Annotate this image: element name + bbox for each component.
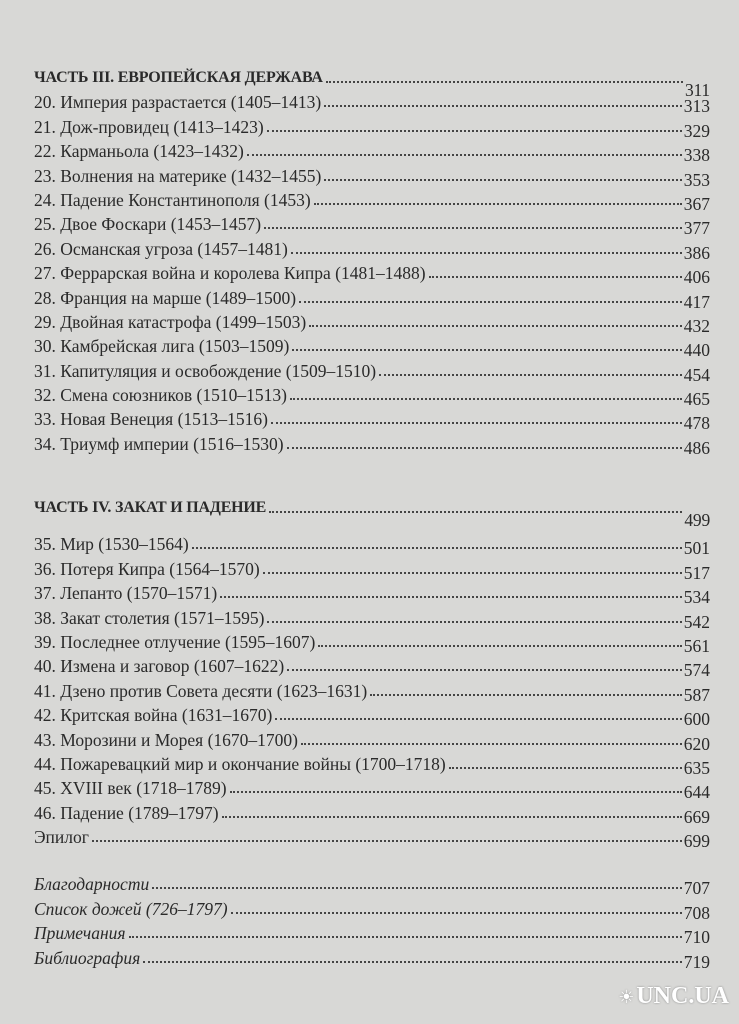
dot-leader bbox=[247, 154, 682, 156]
dot-leader bbox=[318, 645, 681, 647]
page-number: 311 bbox=[684, 80, 710, 100]
dot-leader bbox=[314, 203, 682, 205]
dot-leader bbox=[309, 325, 682, 327]
page-number: 417 bbox=[683, 291, 710, 312]
toc-entry bbox=[34, 407, 710, 434]
toc-entry bbox=[34, 261, 710, 288]
toc-entry bbox=[34, 727, 710, 754]
page-number: 486 bbox=[683, 437, 710, 458]
page-number: 644 bbox=[683, 782, 710, 803]
part-heading bbox=[34, 492, 710, 530]
entry-title: 42. Критская война (1631–1670) bbox=[34, 705, 273, 726]
page-number: 478 bbox=[683, 413, 710, 434]
toc-entry bbox=[34, 752, 710, 776]
entry-title: 38. Закат столетия (1571–1595) bbox=[34, 607, 265, 628]
entry-title: 44. Пожаревацкий мир и окончание войны (1700–1718) bbox=[34, 753, 446, 774]
toc-entry bbox=[34, 90, 710, 117]
entry-title: 20. Империя разрастается (1405–1413) bbox=[34, 92, 322, 113]
toc-entry bbox=[34, 630, 710, 654]
page-number: 708 bbox=[683, 902, 710, 923]
page-number: 620 bbox=[683, 733, 710, 754]
page-number: 501 bbox=[683, 538, 710, 559]
page-number: 635 bbox=[683, 757, 710, 778]
entry-title: 31. Капитуляция и освобождение (1509–1510) bbox=[34, 360, 377, 381]
entry-title: 25. Двое Фоскари (1453–1457) bbox=[34, 214, 262, 235]
page-number: 574 bbox=[683, 660, 710, 681]
dot-leader bbox=[292, 349, 681, 351]
toc-entry bbox=[34, 431, 710, 458]
entry-title: 46. Падение (1789–1797) bbox=[34, 802, 219, 823]
entry-title: 41. Дзено против Совета десяти (1623–1631) bbox=[34, 680, 368, 701]
toc-entry bbox=[34, 605, 710, 632]
dot-leader bbox=[267, 621, 681, 623]
entry-title: 37. Лепанто (1570–1571) bbox=[34, 583, 218, 604]
page-number: 454 bbox=[683, 364, 710, 385]
toc-entry bbox=[34, 114, 710, 141]
entry-title: 30. Камбрейская лига (1503–1509) bbox=[34, 336, 290, 357]
page-number: 669 bbox=[683, 806, 710, 827]
dot-leader bbox=[263, 572, 682, 574]
entry-title: 34. Триумф империи (1516–1530) bbox=[34, 433, 284, 454]
entry-title: 26. Османская угроза (1457–1481) bbox=[34, 238, 288, 259]
dot-leader bbox=[449, 767, 682, 769]
page-number: 406 bbox=[683, 267, 710, 288]
page-number: 534 bbox=[683, 587, 710, 608]
dot-leader bbox=[231, 912, 682, 914]
entry-title: Благодарности bbox=[34, 874, 150, 895]
page-number: 353 bbox=[683, 169, 710, 190]
toc-entry bbox=[34, 872, 710, 899]
page-number: 313 bbox=[683, 96, 710, 117]
dot-leader bbox=[267, 130, 682, 132]
toc-entry bbox=[34, 334, 710, 361]
part-title: ЧАСТЬ IV. ЗАКАТ И ПАДЕНИЕ bbox=[34, 499, 267, 516]
dot-leader bbox=[220, 596, 682, 598]
entry-title: 24. Падение Константинополя (1453) bbox=[34, 189, 311, 210]
toc-entry bbox=[34, 532, 710, 559]
dot-leader bbox=[291, 252, 682, 254]
toc-entry bbox=[34, 825, 710, 852]
toc-entry bbox=[34, 212, 710, 239]
toc-entry bbox=[34, 383, 710, 410]
dot-leader bbox=[324, 105, 682, 107]
entry-title: 28. Франция на марше (1489–1500) bbox=[34, 287, 297, 308]
watermark-logo bbox=[618, 983, 729, 1010]
page-number: 499 bbox=[684, 510, 710, 530]
dot-leader bbox=[222, 816, 682, 818]
dot-leader bbox=[264, 227, 682, 229]
toc-entry bbox=[34, 703, 710, 730]
dot-leader bbox=[269, 511, 682, 513]
page-number: 707 bbox=[683, 878, 710, 899]
dot-leader bbox=[301, 743, 682, 745]
entry-title: 33. Новая Венеция (1513–1516) bbox=[34, 409, 268, 430]
sun-icon: ☀ bbox=[618, 987, 635, 1007]
part-3-section bbox=[34, 62, 710, 456]
page-number: 329 bbox=[683, 120, 710, 141]
entry-title: 32. Смена союзников (1510–1513) bbox=[34, 385, 287, 406]
page-number: 377 bbox=[683, 218, 710, 239]
part-title: ЧАСТЬ III. ЕВРОПЕЙСКАЯ ДЕРЖАВА bbox=[34, 69, 323, 86]
page-number: 710 bbox=[683, 927, 710, 948]
entry-title: 21. Дож-провидец (1413–1423) bbox=[34, 116, 264, 137]
toc-entry bbox=[34, 310, 710, 334]
dot-leader bbox=[287, 669, 682, 671]
toc-entry bbox=[34, 139, 710, 166]
page-number: 517 bbox=[683, 562, 710, 583]
page-number: 432 bbox=[683, 315, 710, 336]
toc-entry bbox=[34, 800, 710, 827]
dot-leader bbox=[152, 887, 682, 889]
page-number: 587 bbox=[683, 684, 710, 705]
entry-title: 43. Морозини и Морея (1670–1700) bbox=[34, 729, 298, 750]
entry-title: 35. Мир (1530–1564) bbox=[34, 534, 189, 555]
toc-entry bbox=[34, 285, 710, 312]
dot-leader bbox=[92, 840, 682, 842]
entry-title: 36. Потеря Кипра (1564–1570) bbox=[34, 558, 260, 579]
entry-title: Примечания bbox=[34, 923, 126, 944]
entry-title: Эпилог bbox=[34, 827, 89, 848]
toc-entry bbox=[34, 896, 710, 923]
entry-title: 39. Последнее отлучение (1595–1607) bbox=[34, 631, 316, 652]
page-number: 600 bbox=[683, 709, 710, 730]
entry-title: 45. XVIII век (1718–1789) bbox=[34, 778, 227, 799]
entry-title: 23. Волнения на материке (1432–1455) bbox=[34, 165, 322, 186]
page-number: 440 bbox=[683, 340, 710, 361]
entry-title: Список дожей (726–1797) bbox=[34, 898, 228, 919]
toc-entry bbox=[34, 776, 710, 803]
dot-leader bbox=[192, 547, 682, 549]
toc-entry bbox=[34, 921, 710, 948]
dot-leader bbox=[275, 718, 681, 720]
entry-title: Библиография bbox=[34, 947, 141, 968]
toc-entry bbox=[34, 581, 710, 608]
entry-title: 22. Карманьола (1423–1432) bbox=[34, 141, 244, 162]
back-matter-section bbox=[34, 872, 710, 970]
page-number: 338 bbox=[683, 145, 710, 166]
toc-entry bbox=[34, 945, 710, 972]
dot-leader bbox=[429, 276, 682, 278]
page-number: 367 bbox=[683, 193, 710, 214]
page-number: 542 bbox=[683, 611, 710, 632]
dot-leader bbox=[290, 398, 682, 400]
toc-entry bbox=[34, 236, 710, 263]
entry-title: 40. Измена и заговор (1607–1622) bbox=[34, 656, 285, 677]
page-number: 561 bbox=[683, 635, 710, 656]
entry-title: 29. Двойная катастрофа (1499–1503) bbox=[34, 311, 307, 332]
dot-leader bbox=[129, 936, 682, 938]
page-number: 465 bbox=[683, 389, 710, 410]
part-4-section bbox=[34, 492, 710, 852]
dot-leader bbox=[299, 301, 682, 303]
toc-entry bbox=[34, 654, 710, 681]
dot-leader bbox=[326, 81, 683, 83]
page-number: 719 bbox=[683, 951, 710, 972]
dot-leader bbox=[287, 447, 682, 449]
dot-leader bbox=[324, 179, 681, 181]
dot-leader bbox=[379, 374, 682, 376]
toc-entry bbox=[34, 163, 710, 190]
part-heading bbox=[34, 62, 710, 100]
dot-leader bbox=[271, 422, 682, 424]
toc-entry bbox=[34, 358, 710, 385]
page-number: 386 bbox=[683, 242, 710, 263]
watermark-text: UNC.UA bbox=[636, 983, 729, 1009]
toc-entry bbox=[34, 556, 710, 583]
entry-title: 27. Феррарская война и королева Кипра (1481–1488) bbox=[34, 263, 426, 284]
toc-entry bbox=[34, 188, 710, 212]
toc-entry bbox=[34, 678, 710, 705]
dot-leader bbox=[370, 694, 682, 696]
page-number: 699 bbox=[683, 831, 710, 852]
dot-leader bbox=[230, 791, 682, 793]
dot-leader bbox=[143, 961, 682, 963]
